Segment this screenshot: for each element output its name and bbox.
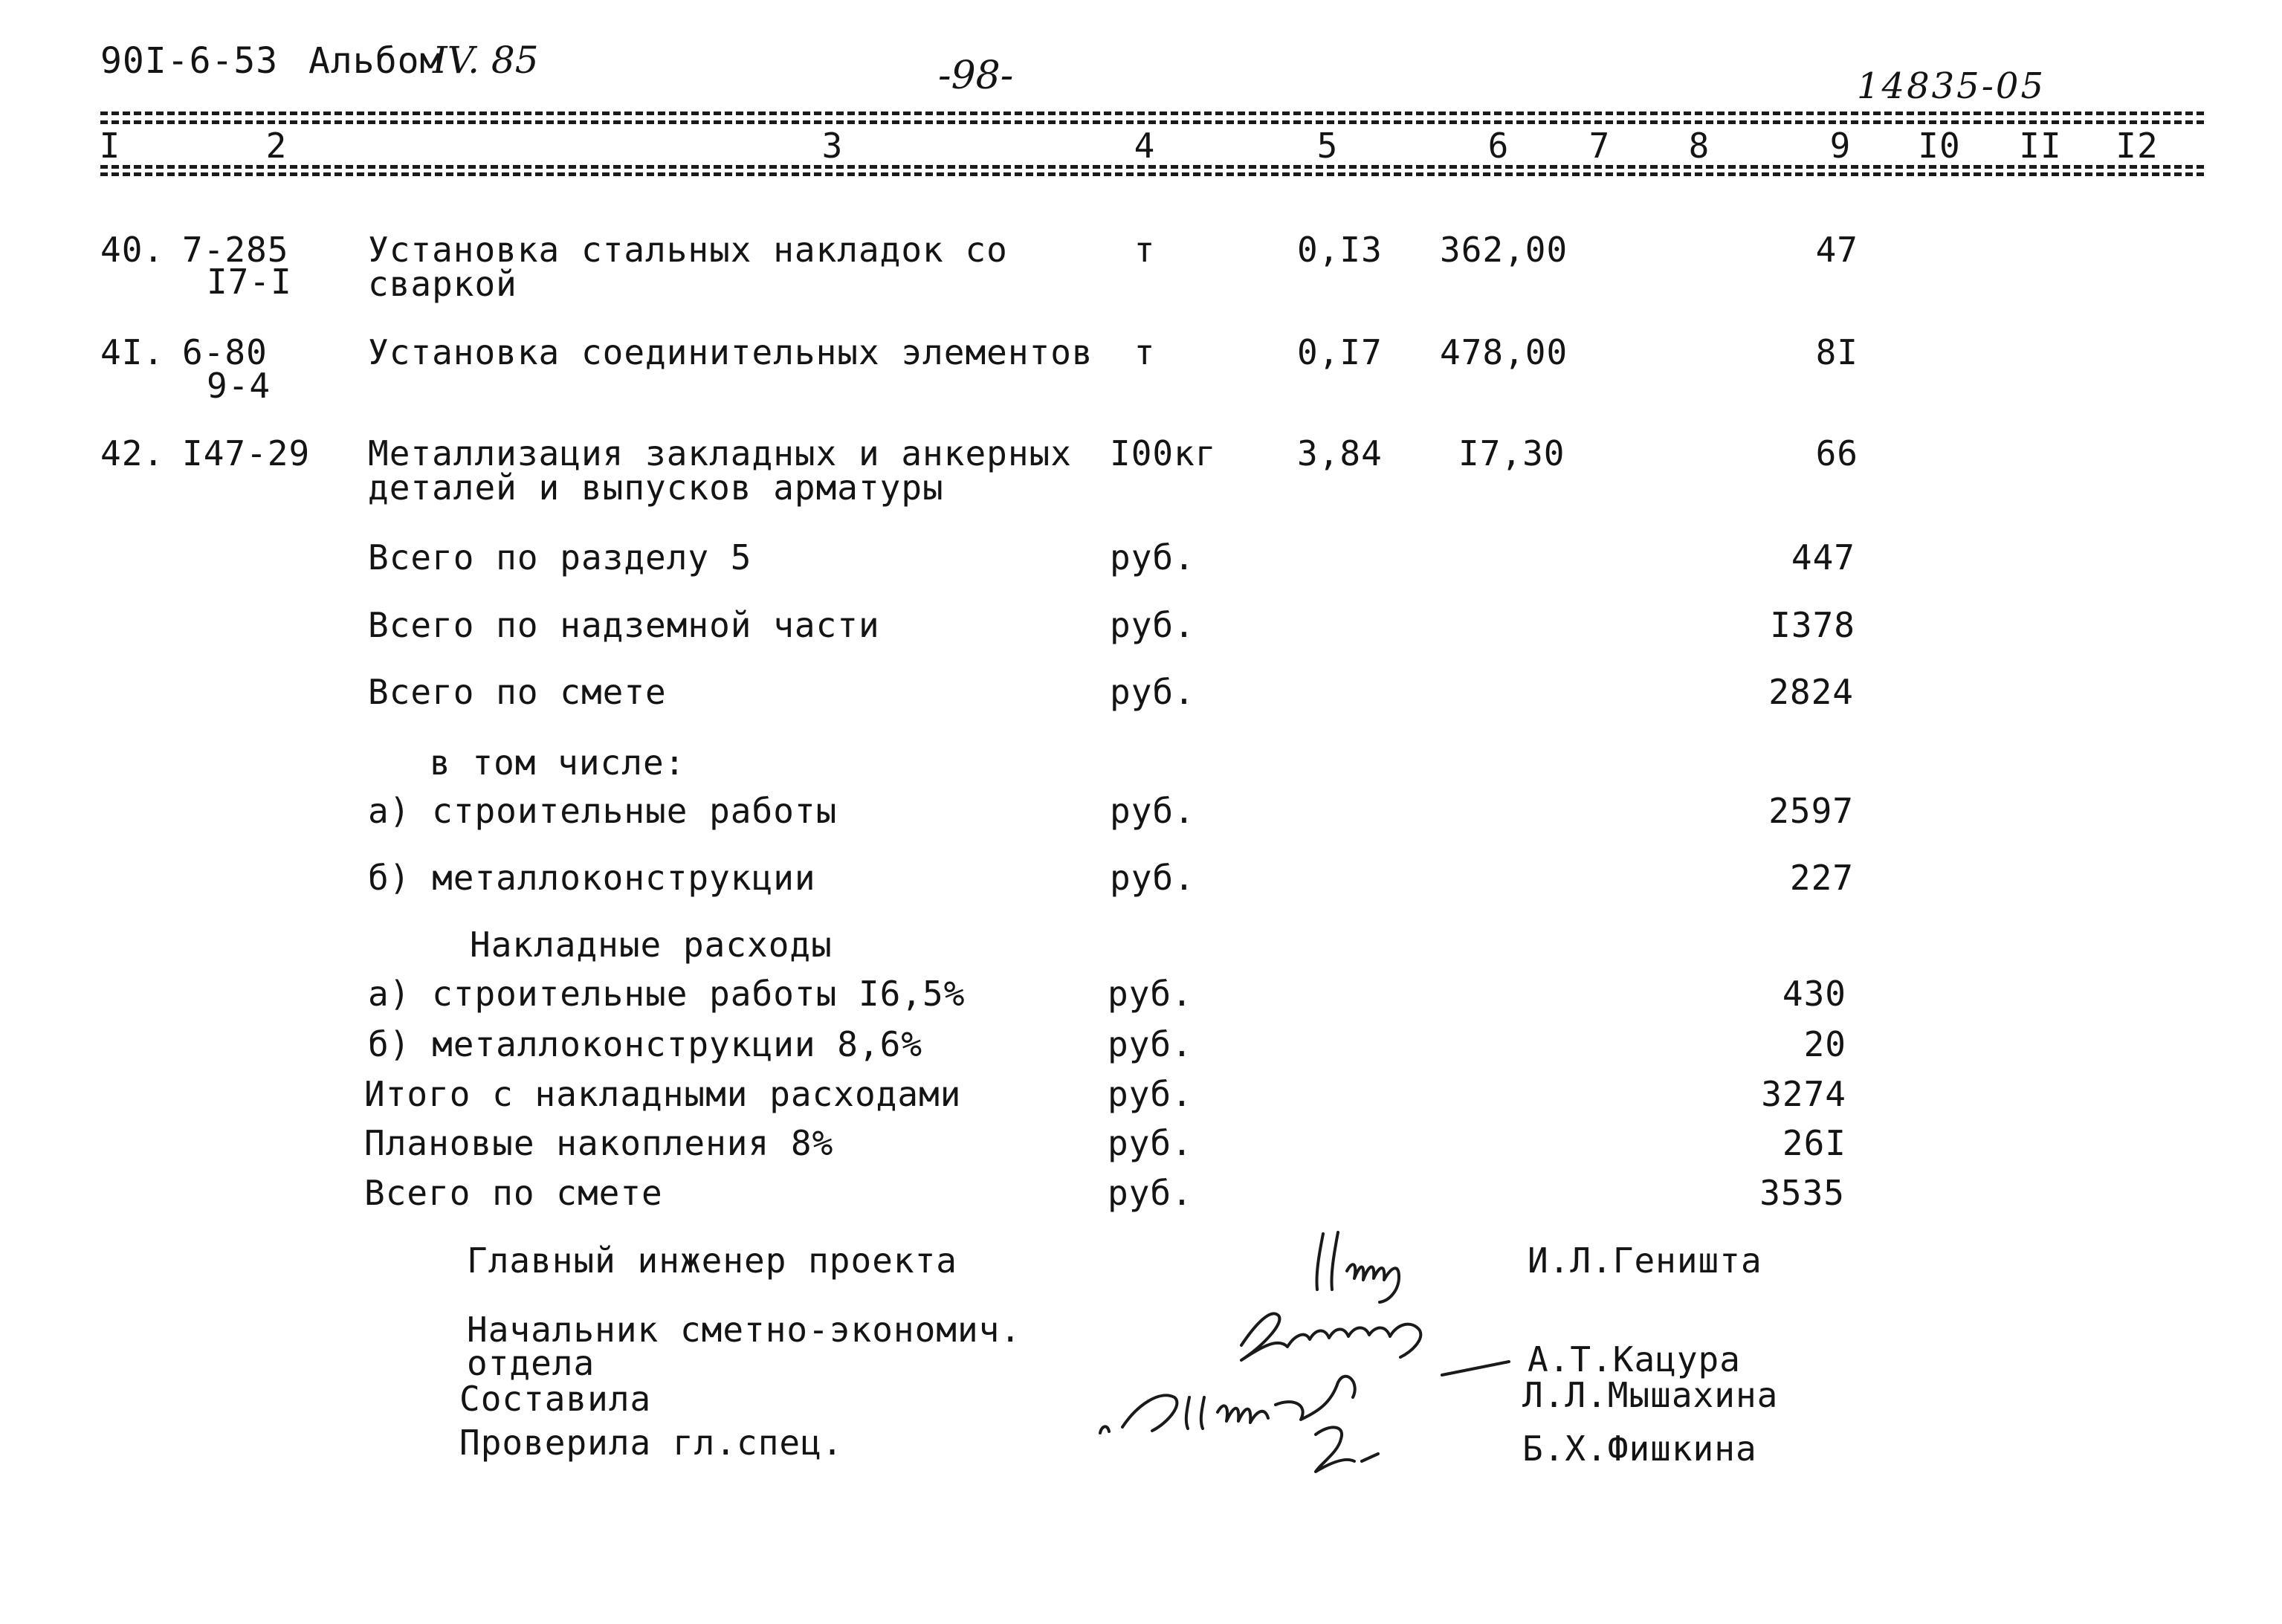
item-code: I47-29 (182, 433, 311, 473)
summary-label: б) металлоконструкции 8,6% (368, 1024, 923, 1064)
summary-unit: руб. (1108, 974, 1193, 1014)
col-header-3: 3 (821, 126, 844, 166)
summary-label: Всего по надземной части (368, 605, 880, 645)
item-total: 66 (1815, 433, 1858, 473)
item-code-sub: I7-I (207, 262, 292, 302)
summary-label: б) металлоконструкции (368, 858, 816, 898)
item-number: 40. (100, 230, 165, 270)
item-total: 47 (1815, 230, 1858, 270)
signatory-title: Составила (459, 1379, 652, 1419)
item-unit: I00кг (1110, 433, 1217, 473)
item-description-cont: деталей и выпусков арматуры (368, 468, 944, 508)
summary-unit: руб. (1108, 1024, 1193, 1064)
summary-value: 3274 (1761, 1074, 1846, 1114)
col-header-5: 5 (1316, 126, 1339, 166)
summary-value: 2824 (1768, 672, 1854, 712)
item-number: 42. (100, 433, 165, 473)
summary-unit: руб. (1110, 672, 1195, 712)
item-unit: т (1134, 332, 1156, 372)
handwritten-signature (1093, 1293, 1509, 1486)
item-description-cont: сваркой (368, 264, 517, 304)
summary-unit: руб. (1108, 1123, 1193, 1163)
header-rule-top-2 (100, 120, 2204, 124)
item-quantity: 0,I3 (1297, 230, 1383, 270)
item-code-sub: 9-4 (207, 366, 271, 406)
document-code: 90I-6-53 (100, 40, 279, 82)
item-code: 7-285 (182, 230, 289, 270)
signatory-title-cont: отдела (467, 1343, 595, 1383)
summary-value: 3535 (1759, 1173, 1845, 1213)
summary-value: 26I (1782, 1123, 1846, 1163)
item-description: Установка соединительных элементов (368, 332, 1093, 372)
item-description: Установка стальных накладок со (368, 230, 1008, 270)
col-header-7: 7 (1588, 126, 1611, 166)
summary-unit: руб. (1110, 791, 1195, 831)
album-number-handwritten: IV. 85 (433, 39, 539, 82)
signatory-name: И.Л.Геништа (1528, 1240, 1762, 1281)
summary-label: Итого с накладными расходами (364, 1074, 962, 1114)
col-header-11: II (2019, 126, 2062, 166)
col-header-6: 6 (1487, 126, 1510, 166)
item-unit-price: 478,00 (1440, 332, 1568, 372)
document-number: 14835-05 (1857, 65, 2046, 107)
summary-unit: руб. (1108, 1173, 1193, 1213)
summary-value: 227 (1789, 858, 1854, 898)
col-header-2: 2 (265, 126, 288, 166)
col-header-9: 9 (1829, 126, 1852, 166)
item-number: 4I. (100, 332, 165, 372)
summary-label: а) строительные работы I6,5% (368, 974, 966, 1014)
item-total: 8I (1815, 332, 1858, 372)
summary-label: Всего по смете (368, 672, 667, 712)
signatory-name: Б.Х.Фишкина (1522, 1429, 1757, 1469)
summary-unit: руб. (1110, 605, 1195, 645)
item-code: 6-80 (182, 332, 268, 372)
item-quantity: 0,I7 (1297, 332, 1383, 372)
item-unit-price: I7,30 (1458, 433, 1565, 473)
summary-label: а) строительные работы (368, 791, 838, 831)
col-header-8: 8 (1688, 126, 1710, 166)
item-description: Металлизация закладных и анкерных (368, 433, 1072, 473)
summary-subheading: в том числе: (430, 743, 686, 783)
summary-value: 447 (1791, 537, 1855, 578)
summary-value: 20 (1803, 1024, 1846, 1064)
signatory-title: Проверила гл.спец. (459, 1423, 844, 1463)
signatory-name: Л.Л.Мышахина (1522, 1375, 1779, 1415)
page-number: -98- (938, 54, 1014, 98)
col-header-12: I2 (2115, 126, 2159, 166)
col-header-1: I (99, 126, 121, 166)
item-unit-price: 362,00 (1440, 230, 1568, 270)
signatory-title: Начальник сметно-экономич. (467, 1310, 1022, 1350)
summary-label: Всего по смете (364, 1173, 663, 1213)
header-rule-bottom-2 (100, 172, 2204, 176)
summary-unit: руб. (1110, 858, 1195, 898)
signatory-title: Главный инженер проекта (467, 1240, 957, 1281)
summary-value: 430 (1782, 974, 1846, 1014)
summary-unit: руб. (1108, 1074, 1193, 1114)
summary-label: Всего по разделу 5 (368, 537, 752, 578)
summary-value: 2597 (1768, 791, 1854, 831)
col-header-10: I0 (1918, 126, 1961, 166)
album-label: Альбом (308, 40, 442, 82)
signatory-name: А.Т.Кацура (1528, 1339, 1741, 1379)
summary-label: Плановые накопления 8% (364, 1123, 834, 1163)
col-header-4: 4 (1134, 126, 1156, 166)
summary-subheading: Накладные расходы (470, 925, 833, 965)
summary-value: I378 (1770, 605, 1855, 645)
item-unit: т (1134, 230, 1156, 270)
header-rule-top (100, 111, 2204, 115)
summary-unit: руб. (1110, 537, 1195, 578)
item-quantity: 3,84 (1297, 433, 1383, 473)
